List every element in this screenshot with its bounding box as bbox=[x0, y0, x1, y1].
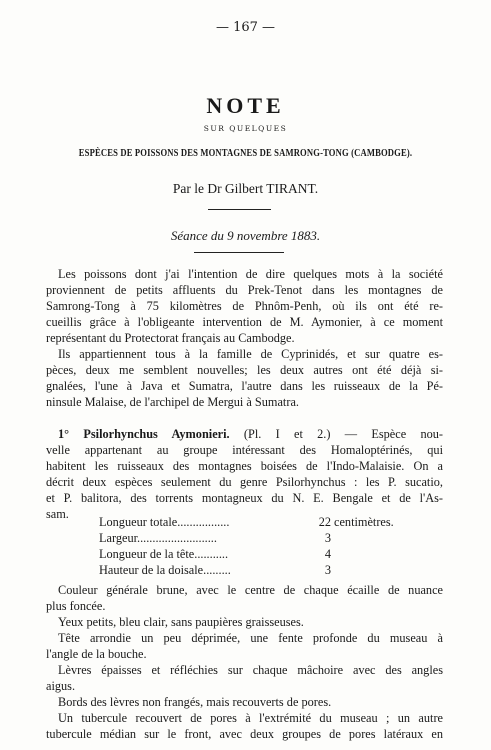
measurement-row bbox=[0, 530, 491, 546]
measurement-value: 4 bbox=[324, 547, 331, 561]
measurement-label: Largeur.......................... bbox=[99, 531, 217, 545]
text-line: velle appartenant au groupe intéressant des Homaloptérinés, qui bbox=[46, 443, 443, 457]
measurement-row bbox=[0, 562, 491, 578]
text-line: Lèvres épaisses et réfléchies sur chaque mâchoire avec des angles bbox=[58, 663, 443, 677]
measurement-unit: centimètres. bbox=[334, 515, 394, 529]
separator-rule bbox=[208, 209, 271, 210]
text-line: et P. balitora, des torrents montagneux du N. E. Bengale et de l'As- bbox=[46, 491, 443, 505]
text-line: ninsule Malaise, de l'archipel de Mergui à Sumatra. bbox=[46, 395, 299, 409]
measurement-label: Longueur totale................. bbox=[99, 515, 230, 529]
measurement-row bbox=[0, 514, 491, 530]
measurement-label: Longueur de la tête........... bbox=[99, 547, 229, 561]
text-line: Bords des lèvres non frangés, mais recouverts de pores. bbox=[58, 695, 332, 709]
species-heading-line bbox=[58, 426, 443, 442]
text-line: Yeux petits, bleu clair, sans paupières graisseuses. bbox=[58, 615, 304, 629]
text-line: Couleur générale brune, avec le centre de chaque écaille de nuance bbox=[58, 583, 443, 597]
separator-rule bbox=[194, 252, 284, 253]
text-line: Ils appartiennent tous à la famille de Cyprinidés, et sur quatre es- bbox=[58, 347, 443, 361]
measurement-value: 22 bbox=[318, 515, 331, 529]
subtitle-small: SUR QUELQUES bbox=[203, 124, 288, 133]
session-date: Séance du 9 novembre 1883. bbox=[170, 228, 321, 243]
text-line: gnalées, l'une à Java et Sumatra, l'autre dans les ruisseaux de la Pé- bbox=[46, 379, 443, 393]
text-line: décrit deux espèces seulement du genre Psilorhynchus : les P. sucatio, bbox=[46, 475, 443, 489]
measurement-label: Hauteur de la doisale......... bbox=[99, 563, 231, 577]
text-line: l'angle de la bouche. bbox=[46, 647, 147, 661]
text-line: Un tubercule recouvert de pores à l'extrémité du museau ; un autre bbox=[58, 711, 443, 725]
text-line: Les poissons dont j'ai l'intention de dire quelques mots à la société bbox=[58, 267, 443, 281]
text-line: Tête arrondie un peu déprimée, une fente profonde du museau à bbox=[58, 631, 443, 645]
note-title: NOTE bbox=[206, 93, 285, 118]
text-line: habitent les ruisseaux des montagnes boisées de l'Indo-Malaisie. On a bbox=[46, 459, 443, 473]
author-line: Par le Dr Gilbert TIRANT. bbox=[172, 181, 319, 196]
subtitle-main: ESPÈCES DE POISSONS DES MONTAGNES DE SAMRONG-TONG (CAMBODGE). bbox=[78, 147, 413, 159]
text-line: pèces, deux me semblent nouvelles; les deux autres ont été déjà si- bbox=[46, 363, 443, 377]
species-name: 1° Psilorhynchus Aymonieri. bbox=[58, 427, 230, 441]
measurement-value: 3 bbox=[324, 563, 331, 577]
text-line: cueillis grâce à l'obligeante intervention de M. Aymonier, à ce moment bbox=[46, 315, 443, 329]
text-line: plus foncée. bbox=[46, 599, 106, 613]
text-line: tubercule médian sur le front, avec deux groupes de pores latéraux en bbox=[46, 727, 443, 741]
page-number: — 167 — bbox=[215, 20, 276, 35]
text-line: Samrong-Tong à 75 kilomètres de Phnôm-Penh, où ils ont été re- bbox=[46, 299, 443, 313]
species-plates: (Pl. I et 2.) — Espèce nou- bbox=[229, 427, 443, 441]
text-line: sam. bbox=[46, 507, 69, 521]
text-line: aigus. bbox=[46, 679, 76, 693]
text-line: proviennent de petits affluents du Prek-Tenot dans les montagnes de bbox=[46, 283, 443, 297]
measurement-row bbox=[0, 546, 491, 562]
measurement-value: 3 bbox=[324, 531, 331, 545]
text-line: représentant du Protectorat français au Cambodge. bbox=[46, 331, 295, 345]
